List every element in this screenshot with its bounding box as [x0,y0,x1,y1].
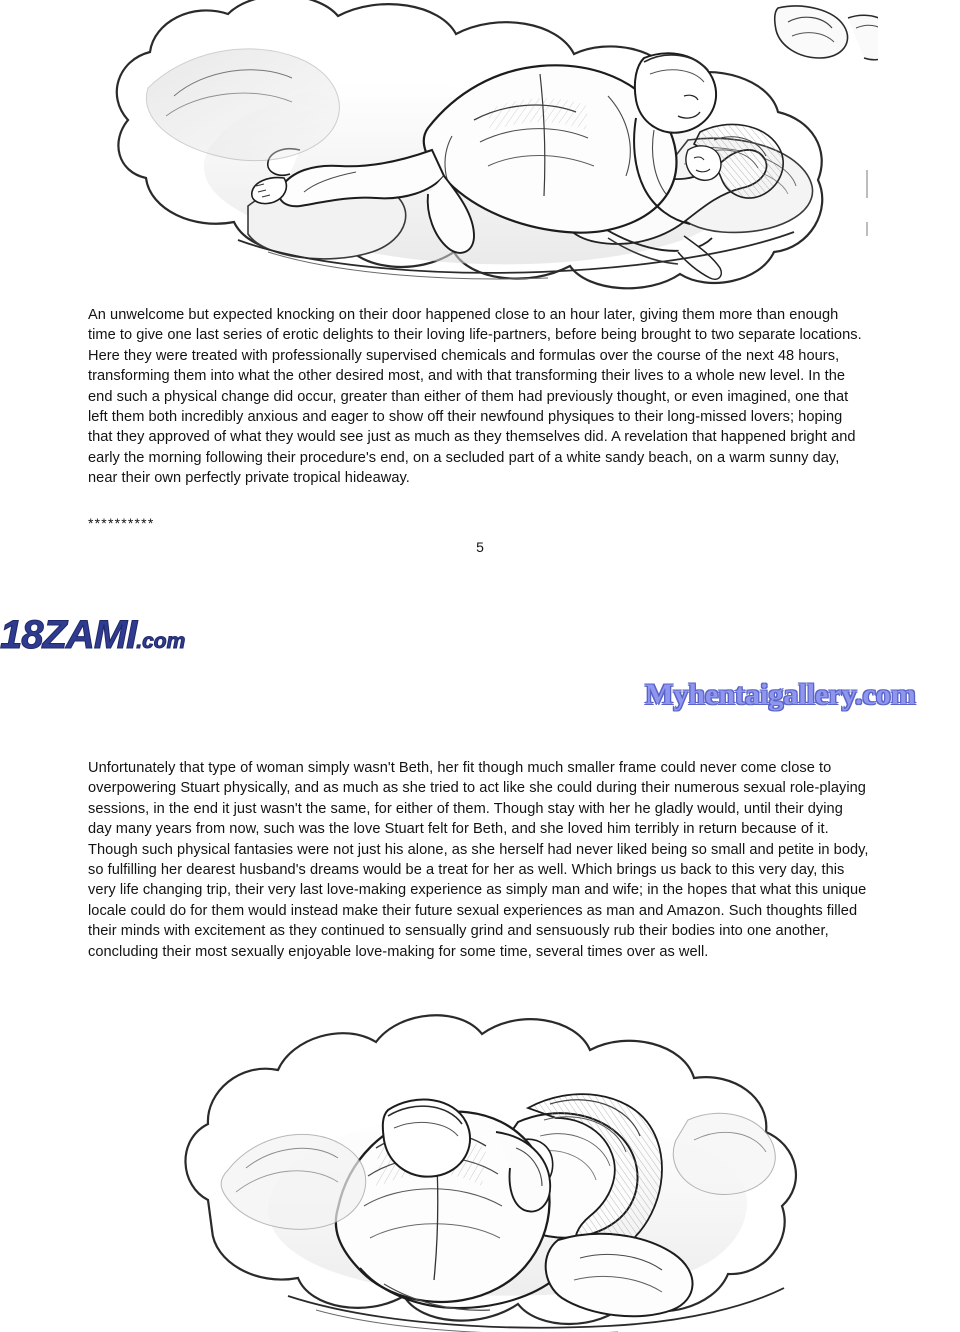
illustration-top [88,0,878,292]
watermark-18zami-main: 18ZAMI [0,613,137,657]
watermark-18zami-text [0,615,185,655]
section-separator: ********** [88,515,155,531]
watermark-myhentaigallery [645,680,945,710]
watermark-18zami [0,612,185,658]
scan-edge-mark [866,170,868,198]
watermark-18zami-suffix: .com [136,630,186,653]
illustration-top-artwork [88,0,878,292]
illustration-bottom-artwork [88,1000,878,1332]
paragraph-two: Unfortunately that type of woman simply wasn't Beth, her fit though much smaller frame could never come close to overpowering Stuart physically, and as much as she tried to act like she could during their numerous sexual role-playing sessions, in the end it just wasn't the same, for either of them. Though stay with her he gladly would, until their dying day many years from now, such was the love Stuart felt for Beth, and she loved him terribly in return because of it. Though such physical fantasies were not just his alone, as she herself had never liked being so small and petite in body, so fulfilling her dearest husband's dreams would be a treat for her as well. Which brings us back to this very day, this very life changing trip, their very last love-making experience as simply man and wife; in the hopes that what this unique locale could do for them would instead make their future sexual experiences as man and Amazon. Such thoughts filled their minds with excitement as they continued to sensually grind and sensuously rub their bodies into one another, concluding their most sexually enjoyable love-making for some time, several times over as well. [88,760,869,960]
paragraph-one: An unwelcome but expected knocking on their door happened close to an hour later, giving them more than enough time to give one last series of erotic delights to their loving life-partners, before being brought to two separate locations. Here they were treated with professionally supervised chemicals and formulas over the course of the next 48 hours, transforming them into what the other desired most, and with that transforming their lives to a whole new level. In the end such a physical change did occur, greater than either of them had previously thought, or even imagined, one that left them both incredibly anxious and eager to show off their newfound physiques to their long-missed lovers; hoping that they approved of what they would see just as much as they themselves did. A revelation that happened bright and early the morning following their procedure's end, on a secluded part of a white sandy beach, on a warm sunny day, near their own perfectly private tropical hideaway. [88,307,862,487]
page-number: 5 [476,539,484,555]
scan-edge-mark [866,222,868,236]
illustration-bottom [88,1000,878,1332]
watermark-myhentaigallery-text: Myhentaigallery.com [645,678,916,711]
